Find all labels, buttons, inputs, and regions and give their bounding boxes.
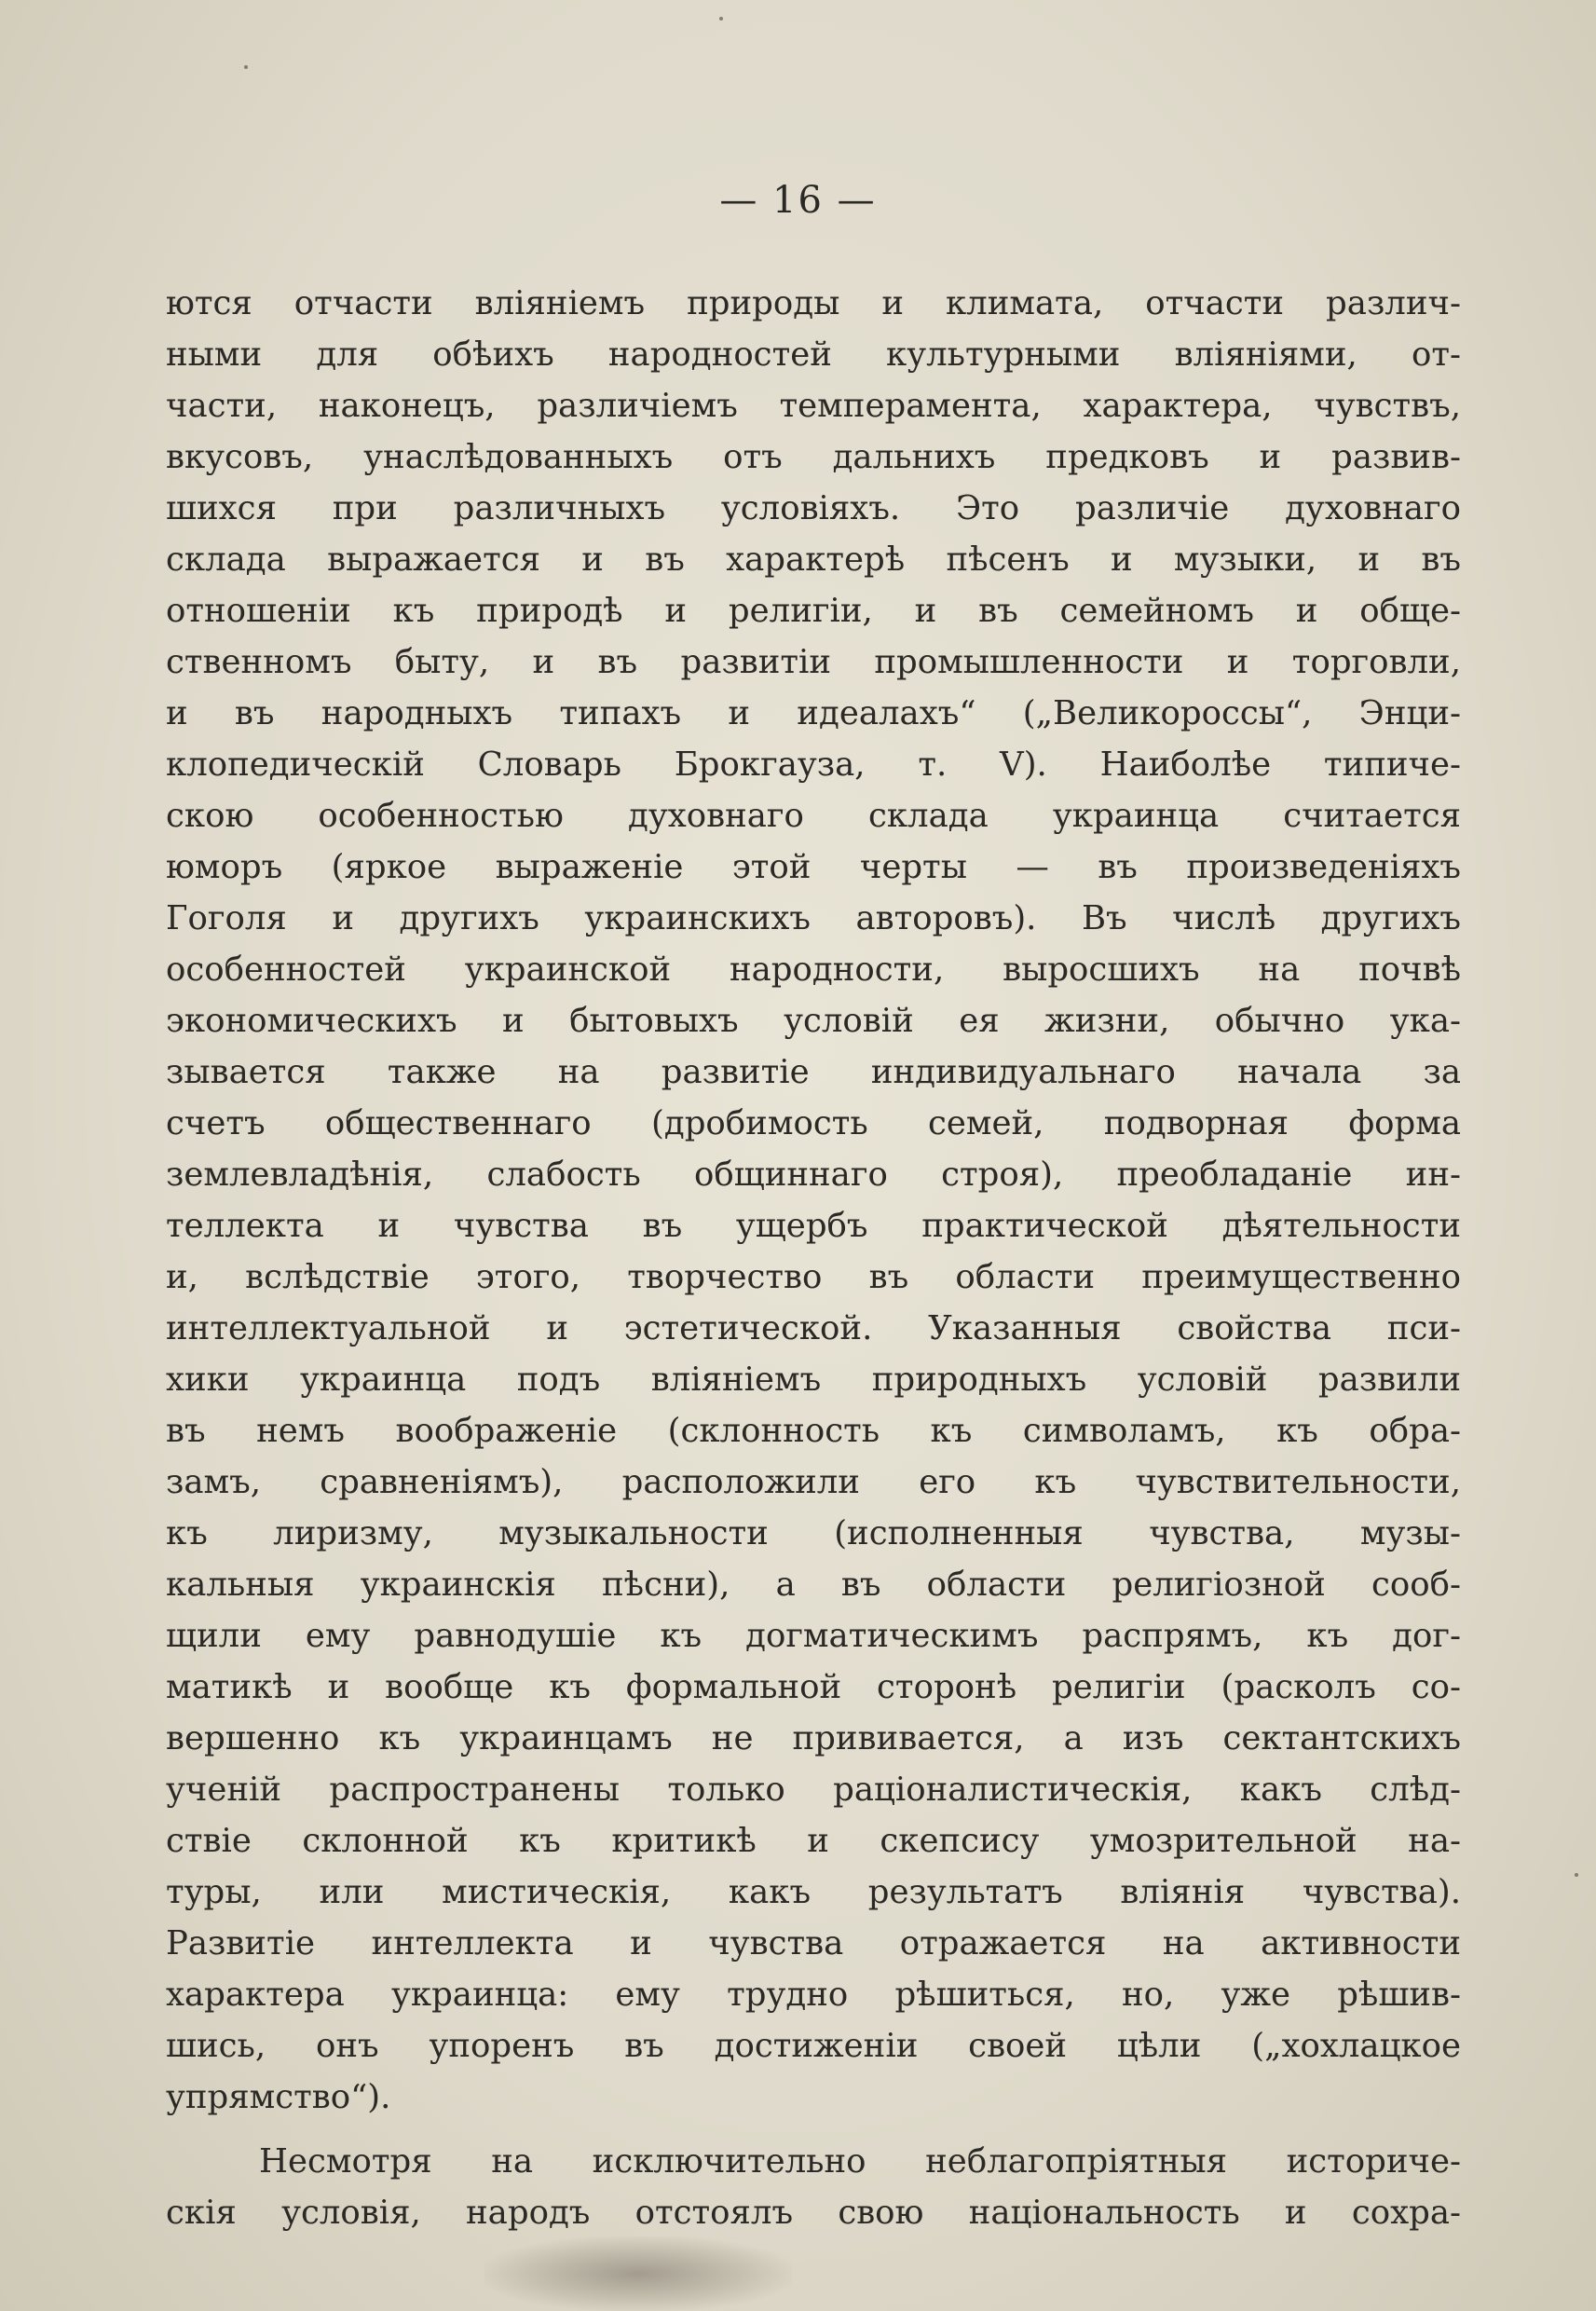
text-line: шихся при различныхъ условіяхъ. Это различіе духовнаго — [166, 489, 1461, 527]
text-line: и въ народныхъ типахъ и идеалахъ“ („Великороссы“, Энци- — [166, 694, 1461, 732]
text-line: теллекта и чувства въ ущербъ практической дѣятельности — [166, 1207, 1461, 1245]
text-line: юморъ (яркое выраженіе этой черты — въ произведеніяхъ — [166, 848, 1461, 886]
body-text — [166, 278, 1461, 2238]
paper-speck — [1575, 1873, 1578, 1877]
text-line: счетъ общественнаго (дробимость семей, подворная форма — [166, 1104, 1461, 1142]
text-line: матикѣ и вообще къ формальной сторонѣ религіи (расколъ со- — [166, 1668, 1461, 1706]
text-line: Гоголя и другихъ украинскихъ авторовъ). Въ числѣ другихъ — [166, 899, 1461, 937]
text-line: ются отчасти вліяніемъ природы и климата, отчасти различ- — [166, 284, 1461, 322]
text-line: части, наконецъ, различіемъ темперамента, характера, чувствъ, — [166, 387, 1461, 425]
text-line: туры, или мистическія, какъ результатъ вліянія чувства). — [166, 1873, 1461, 1911]
text-line: ствіе склонной къ критикѣ и скепсису умозрительной на- — [166, 1822, 1461, 1860]
text-line: ученій распространены только раціоналистическія, какъ слѣд- — [166, 1771, 1461, 1809]
text-line: скою особенностью духовнаго склада украинца считается — [166, 797, 1461, 835]
text-line: землевладѣнія, слабость общиннаго строя), преобладаніе ин- — [166, 1156, 1461, 1194]
text-line: особенностей украинской народности, выросшихъ на почвѣ — [166, 950, 1461, 989]
text-line: щили ему равнодушіе къ догматическимъ распрямъ, къ дог- — [166, 1617, 1461, 1655]
text-line: хики украинца подъ вліяніемъ природныхъ условій развили — [166, 1361, 1461, 1399]
text-line: замъ, сравненіямъ), расположили его къ чувствительности, — [166, 1463, 1461, 1501]
text-line: къ лиризму, музыкальности (исполненныя чувства, музы- — [166, 1514, 1461, 1552]
paper-speck — [719, 17, 723, 21]
paper-speck — [244, 65, 248, 69]
text-line: шись, онъ упоренъ въ достиженіи своей цѣли („хохлацкое — [166, 2027, 1461, 2065]
text-line: скія условія, народъ отстоялъ свою національность и сохра- — [166, 2194, 1461, 2232]
text-line: экономическихъ и бытовыхъ условій ея жизни, обычно ука- — [166, 1002, 1461, 1040]
text-line: характера украинца: ему трудно рѣшиться, но, уже рѣшив- — [166, 1976, 1461, 2014]
text-line: ными для обѣихъ народностей культурными вліяніями, от- — [166, 335, 1461, 374]
page-number: — 16 — — [719, 179, 877, 222]
text-line: зывается также на развитіе индивидуальнаго начала за — [166, 1053, 1461, 1091]
text-line: Несмотря на исключительно неблагопріятныя историче- — [259, 2142, 1461, 2181]
paragraph — [166, 2136, 1461, 2238]
text-line: и, вслѣдствіе этого, творчество въ области преимущественно — [166, 1258, 1461, 1296]
text-line: Развитіе интеллекта и чувства отражается на активности — [166, 1924, 1461, 1962]
text-line: въ немъ воображеніе (склонность къ символамъ, къ обра- — [166, 1412, 1461, 1450]
text-line: клопедическій Словарь Брокгауза, т. V). Наиболѣе типиче- — [166, 745, 1461, 784]
text-line: вершенно къ украинцамъ не прививается, а изъ сектантскихъ — [166, 1719, 1461, 1757]
paragraph-gap — [166, 2123, 1461, 2136]
text-line: отношеніи къ природѣ и религіи, и въ семейномъ и обще- — [166, 592, 1461, 630]
text-line: кальныя украинскія пѣсни), а въ области религіозной сооб- — [166, 1566, 1461, 1604]
text-line: вкусовъ, унаслѣдованныхъ отъ дальнихъ предковъ и развив- — [166, 438, 1461, 476]
paragraph — [166, 278, 1461, 2123]
text-line: упрямство“). — [166, 2078, 391, 2116]
text-line: склада выражается и въ характерѣ пѣсенъ и музыки, и въ — [166, 540, 1461, 579]
ink-stamp-smudge — [484, 2236, 792, 2311]
text-line: ственномъ быту, и въ развитіи промышленности и торговли, — [166, 643, 1461, 681]
text-line: интеллектуальной и эстетической. Указанныя свойства пси- — [166, 1309, 1461, 1347]
